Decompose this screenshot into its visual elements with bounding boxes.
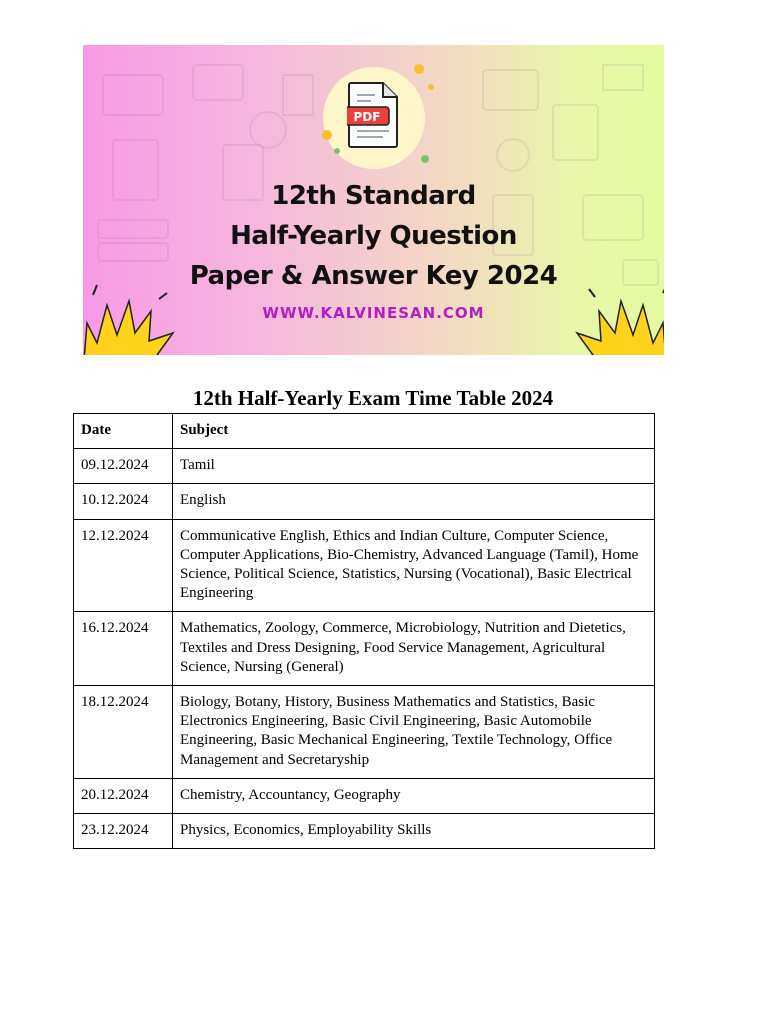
right-burst-decoration (567, 283, 664, 355)
table-header-row (74, 414, 655, 449)
exam-date: 10.12.2024 (74, 484, 173, 519)
timetable-title: 12th Half-Yearly Exam Time Table 2024 (192, 386, 554, 410)
table-row (74, 519, 655, 612)
exam-date: 12.12.2024 (74, 519, 173, 612)
exam-date: 20.12.2024 (74, 778, 173, 813)
table-row (74, 778, 655, 813)
exam-date: 09.12.2024 (74, 449, 173, 484)
banner-heading-line-3: Paper & Answer Key 2024 (189, 261, 558, 291)
exam-subjects: Tamil (173, 449, 655, 484)
table-row (74, 449, 655, 484)
exam-subjects: Mathematics, Zoology, Commerce, Microbiology, Nutrition and Dietetics, Textiles and Dress Designing, Food Service Management, Agricultural Science, Nursing (General) (173, 612, 655, 686)
table-row (74, 612, 655, 686)
banner-heading-line-2: Half-Yearly Question (230, 221, 517, 251)
pdf-label: PDF (353, 110, 381, 124)
exam-date: 23.12.2024 (74, 814, 173, 849)
banner-heading-line-1: 12th Standard (271, 181, 476, 211)
exam-date: 18.12.2024 (74, 686, 173, 779)
table-row (74, 814, 655, 849)
sparkle-dots (315, 63, 435, 173)
exam-subjects: Biology, Botany, History, Business Mathematics and Statistics, Basic Electronics Engineering, Basic Civil Engineering, Basic Automobile Engineering, Basic Mechanical Engineering, Textile Technology, Office Management and Secretaryship (173, 686, 655, 779)
exam-subjects: Communicative English, Ethics and Indian Culture, Computer Science, Computer Applications, Bio-Chemistry, Advanced Language (Tamil), Home Science, Political Science, Statistics, Nursing (Vocational), Basic Electrical Engineering (173, 519, 655, 612)
exam-timetable (73, 413, 655, 849)
website-url: WWW.KALVINESAN.COM (262, 304, 485, 322)
table-row (74, 686, 655, 779)
header-date: Date (74, 414, 173, 449)
exam-subjects: English (173, 484, 655, 519)
left-burst-decoration (83, 283, 183, 355)
table-row (74, 484, 655, 519)
exam-subjects: Physics, Economics, Employability Skills (173, 814, 655, 849)
exam-subjects: Chemistry, Accountancy, Geography (173, 778, 655, 813)
exam-date: 16.12.2024 (74, 612, 173, 686)
header-subject: Subject (173, 414, 655, 449)
banner-image (83, 45, 664, 355)
